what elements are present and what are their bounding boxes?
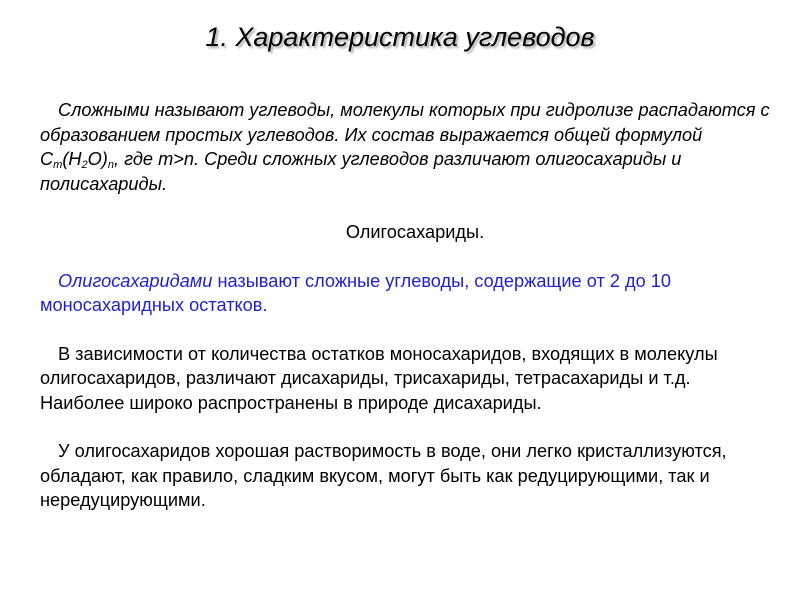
slide-body: [40, 98, 770, 513]
p1-text-a: Сложными называют углеводы, молекулы которых при гидролизе распадаются с образованием простых углеводов. Их состав выражается общей формулой С: [40, 100, 770, 169]
section-heading-oligosaccharides: Олигосахариды.: [345, 222, 485, 242]
p1-text-d: , где m>n. Среди сложных углеводов различают олигосахариды и полисахариды.: [40, 149, 682, 194]
subscript-m: m: [53, 159, 63, 171]
paragraph-properties: У олигосахаридов хорошая растворимость в воде, они легко кристаллизуются, обладают, как правило, сладким вкусом, могут быть как редуцирующими, так и нередуцирующими.: [40, 441, 727, 510]
paragraph-oligosaccharides-definition: [40, 269, 770, 318]
term-oligosaccharides: Олигосахаридами: [58, 270, 213, 291]
p2-text-rest: называют сложные углеводы, содержащие от 2 до 10 моносахаридных остатков.: [40, 270, 672, 315]
paragraph-complex-carbohydrates: [40, 98, 770, 196]
subscript-2: 2: [81, 159, 88, 171]
slide-title: 1. Характеристика углеводов: [205, 22, 595, 52]
subscript-n: n: [107, 159, 114, 171]
p1-text-c: О): [87, 149, 108, 169]
p1-text-b: (Н: [62, 149, 82, 169]
paragraph-classification: В зависимости от количества остатков моносахаридов, входящих в молекулы олигосахаридов, различают дисахариды, трисахариды, тетрасахариды и т.д. Наиболее широко распространены в природе дисахариды.: [40, 343, 718, 413]
